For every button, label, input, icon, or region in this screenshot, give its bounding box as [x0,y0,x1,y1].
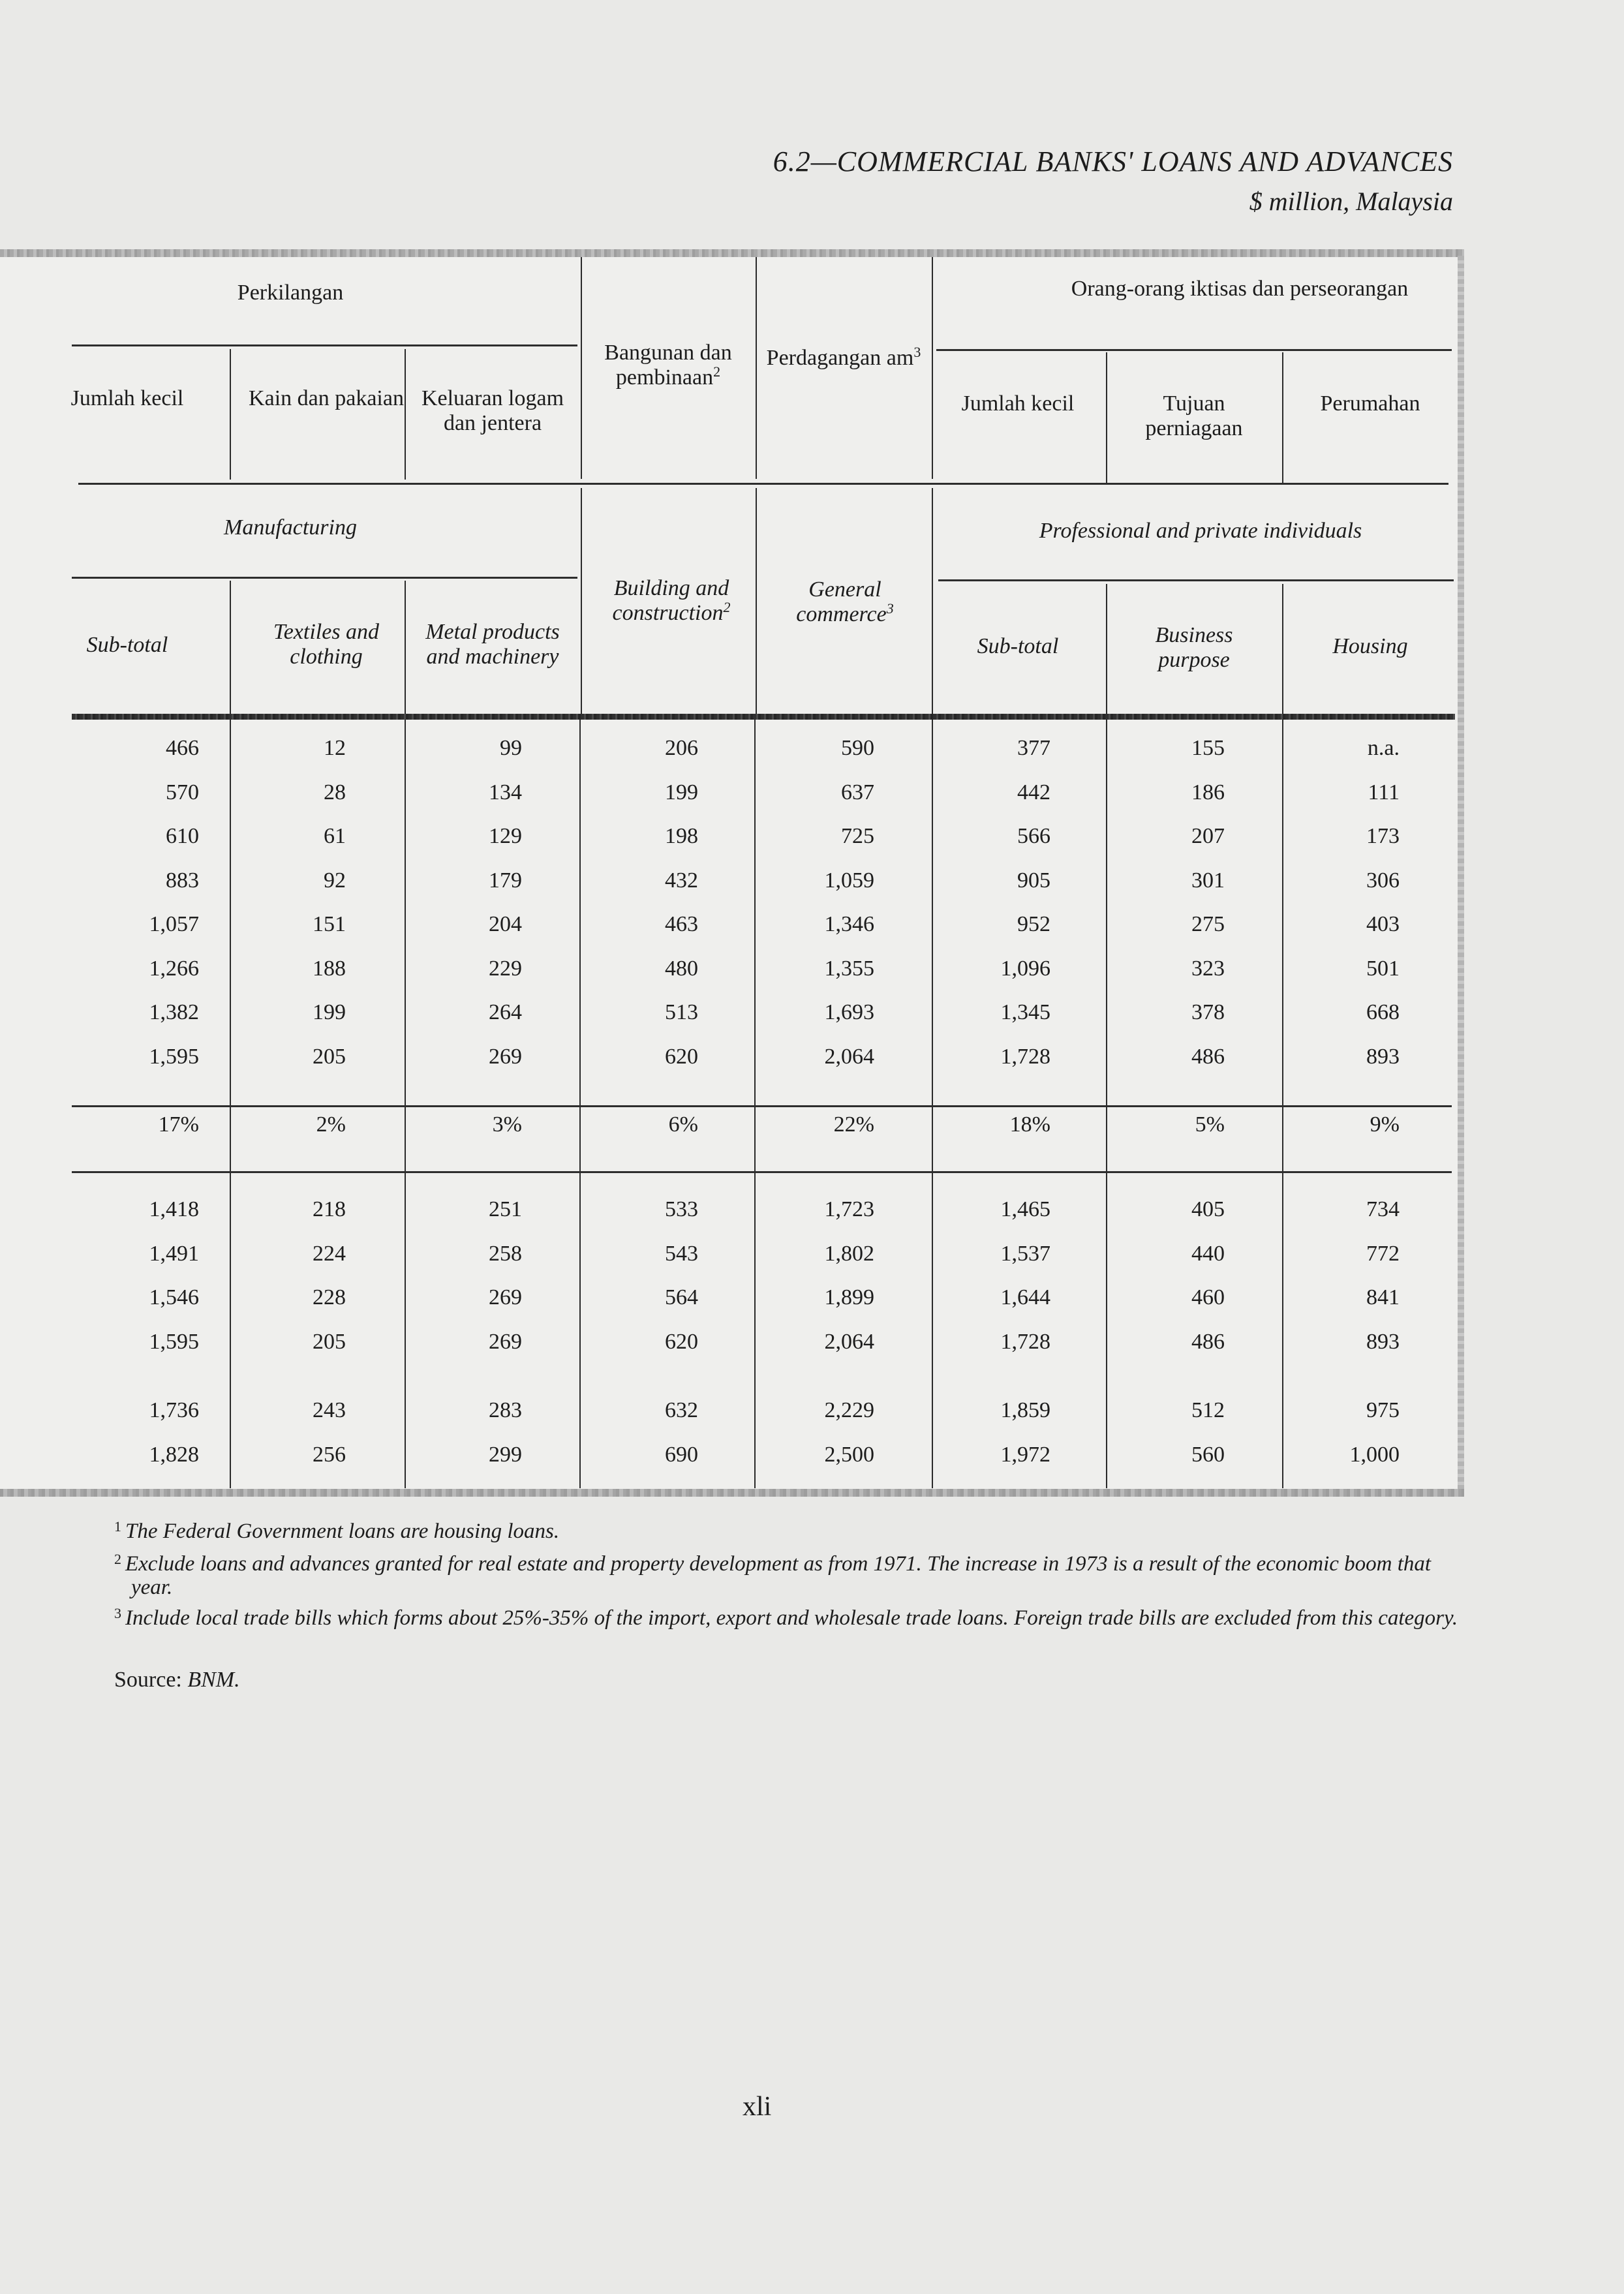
table-cell: 690 [665,1442,698,1467]
table-cell: 512 [1191,1398,1225,1422]
table-cell: 198 [665,824,698,848]
table-cell: 893 [1366,1329,1400,1354]
col-divider [581,488,582,714]
table-cell: 1,382 [149,1000,199,1024]
table-cell: 269 [489,1044,522,1069]
header-sub-total-2: Sub-total [977,634,1059,658]
table-cell: 61 [324,824,346,848]
table-cell: 228 [313,1285,346,1309]
table-frame-right [1458,256,1464,1495]
col-divider [581,257,582,479]
col-divider [1106,352,1107,483]
table-cell: 1,465 [1000,1197,1050,1221]
table-cell: 513 [665,1000,698,1024]
table-cell: 283 [489,1398,522,1422]
table-cell: 1,266 [149,956,199,981]
table-cell: 610 [166,824,199,848]
page-number: xli [743,2092,772,2122]
table-cell: 442 [1017,780,1050,804]
table-cell: 1,859 [1000,1398,1050,1422]
table-cell: 533 [665,1197,698,1221]
footnote-ref: 3 [886,600,894,617]
table-cell: 129 [489,824,522,848]
table-cell: 12 [324,736,346,760]
table-cell: 1,346 [824,912,874,936]
table-cell: 893 [1366,1044,1400,1069]
table-cell: 256 [313,1442,346,1467]
header-metal-products: Metal products and machinery [425,620,560,669]
table-cell: 173 [1366,824,1400,848]
table-cell: 18% [1009,1112,1050,1137]
table-cell: 1,000 [1349,1442,1400,1467]
table-cell: 17% [158,1112,199,1137]
table-cell: 1,096 [1000,956,1050,981]
table-cell: 905 [1017,868,1050,893]
table-cell: 206 [665,736,698,760]
col-divider [405,349,406,480]
table-cell: 486 [1191,1329,1225,1354]
header-textiles: Textiles and clothing [273,620,380,669]
col-divider [230,581,231,714]
table-cell: 463 [665,912,698,936]
table-cell: 299 [489,1442,522,1467]
col-divider [932,257,933,479]
table-cell: 251 [489,1197,522,1221]
col-divider [1106,584,1107,714]
table-cell: 1,491 [149,1241,199,1266]
rule [72,577,577,579]
table-cell: 460 [1191,1285,1225,1309]
table-cell: 486 [1191,1044,1225,1069]
table-cell: 134 [489,780,522,804]
table-cell: 1,418 [149,1197,199,1221]
table-cell: 570 [166,780,199,804]
table-cell: 205 [313,1044,346,1069]
header-sub-total-1: Sub-total [86,633,168,657]
header-perumahan: Perumahan [1320,391,1420,416]
table-cell: 1,644 [1000,1285,1050,1309]
table-subtitle: $ million, Malaysia [1249,187,1453,216]
table-cell: 1,972 [1000,1442,1050,1467]
table-cell: 2,064 [824,1329,874,1354]
table-cell: 2,229 [824,1398,874,1422]
table-cell: 1,736 [149,1398,199,1422]
footnote-3 [114,1602,1469,1630]
table-cell: 590 [841,736,874,760]
table-cell: 975 [1366,1398,1400,1422]
table-cell: 1,728 [1000,1044,1050,1069]
table-cell: 205 [313,1329,346,1354]
header-bangunan-text: Bangunan dan pembinaan [604,341,732,390]
table-cell: n.a. [1367,736,1400,760]
table-cell: 1,723 [824,1197,874,1221]
header-business-purpose: Business purpose [1155,623,1233,672]
header-professional: Professional and private individuals [1039,519,1362,543]
table-cell: 543 [665,1241,698,1266]
table-cell: 204 [489,912,522,936]
table-frame-bottom [0,1489,1464,1497]
header-manufacturing: Manufacturing [224,515,357,540]
table-cell: 564 [665,1285,698,1309]
table-cell: 1,802 [824,1241,874,1266]
footnote-2 [114,1548,1469,1599]
header-building [584,576,759,626]
col-divider [756,488,757,714]
header-jumlah-kecil-1: Jumlah kecil [70,386,184,410]
table-cell: 258 [489,1241,522,1266]
table-cell: 22% [833,1112,874,1137]
rule [72,1105,1452,1107]
header-perkilangan: Perkilangan [237,281,344,305]
table-cell: 620 [665,1329,698,1354]
col-divider [932,488,933,714]
table-cell: 1,537 [1000,1241,1050,1266]
table-cell: 28 [324,780,346,804]
table-cell: 155 [1191,736,1225,760]
table-cell: 269 [489,1329,522,1354]
table-cell: 151 [313,912,346,936]
thick-rule [72,714,1455,720]
table-cell: 323 [1191,956,1225,981]
table-cell: 432 [665,868,698,893]
table-cell: 637 [841,780,874,804]
table-title: 6.2—COMMERCIAL BANKS' LOANS AND ADVANCES [773,145,1453,177]
source-line [114,1668,240,1692]
footnote-text: Include local trade bills which forms about 25%-35% of the import, export and wholesale trade loans. Foreign trade bills are excluded from this category. [125,1606,1458,1630]
table-cell: 466 [166,736,199,760]
table-cell: 772 [1366,1241,1400,1266]
footnote-text: The Federal Government loans are housing loans. [125,1520,560,1543]
source-value: BNM. [187,1668,240,1692]
table-cell: 179 [489,868,522,893]
table-cell: 224 [313,1241,346,1266]
header-kain-dan-pakaian: Kain dan pakaian [249,386,404,410]
header-general-commerce [770,577,920,627]
header-housing: Housing [1332,634,1408,658]
table-frame-top [0,249,1464,257]
table-cell: 378 [1191,1000,1225,1024]
table-cell: 3% [492,1112,522,1137]
table-cell: 480 [665,956,698,981]
footnote-number: 1 [114,1518,121,1535]
header-orang-orang: Orang-orang iktisas dan perseorangan [1071,277,1409,301]
rule [936,349,1452,351]
table-cell: 1,345 [1000,1000,1050,1024]
table-cell: 218 [313,1197,346,1221]
table-cell: 952 [1017,912,1050,936]
rule [78,483,1448,485]
table-cell: 207 [1191,824,1225,848]
table-cell: 1,828 [149,1442,199,1467]
table-cell: 883 [166,868,199,893]
table-cell: 1,595 [149,1329,199,1354]
rule [72,344,577,346]
footnote-ref: 3 [913,344,921,360]
table-cell: 306 [1366,868,1400,893]
table-cell: 1,693 [824,1000,874,1024]
table-cell: 560 [1191,1442,1225,1467]
table-cell: 6% [668,1112,698,1137]
table-cell: 301 [1191,868,1225,893]
table-cell: 111 [1368,780,1400,804]
header-perdagangan [756,346,932,371]
table-cell: 188 [313,956,346,981]
table-cell: 1,059 [824,868,874,893]
table-cell: 620 [665,1044,698,1069]
footnote-ref: 2 [713,363,721,380]
header-bangunan [581,341,756,390]
table-cell: 1,057 [149,912,199,936]
table-cell: 2,500 [824,1442,874,1467]
table-cell: 2,064 [824,1044,874,1069]
table-cell: 668 [1366,1000,1400,1024]
table-cell: 186 [1191,780,1225,804]
table-cell: 1,595 [149,1044,199,1069]
table-cell: 1,546 [149,1285,199,1309]
table-cell: 269 [489,1285,522,1309]
table-cell: 2% [316,1112,346,1137]
table-cell: 9% [1370,1112,1400,1137]
table-cell: 199 [665,780,698,804]
footnote-ref: 2 [723,599,731,615]
table-cell: 501 [1366,956,1400,981]
header-jumlah-kecil-2: Jumlah kecil [961,391,1075,416]
rule [938,579,1454,581]
footnote-number: 2 [114,1551,121,1567]
table-cell: 229 [489,956,522,981]
table-cell: 199 [313,1000,346,1024]
col-divider [230,349,231,480]
table-cell: 734 [1366,1197,1400,1221]
table-cell: 1,728 [1000,1329,1050,1354]
footnote-1 [114,1515,1452,1543]
header-building-text: Building and construction [612,576,729,625]
col-divider [1282,584,1283,714]
source-label: Source: [114,1668,182,1692]
table-cell: 841 [1366,1285,1400,1309]
col-divider [405,581,406,714]
table-cell: 5% [1195,1112,1225,1137]
table-cell: 1,899 [824,1285,874,1309]
table-cell: 725 [841,824,874,848]
table-cell: 275 [1191,912,1225,936]
table-cell: 405 [1191,1197,1225,1221]
col-divider [756,257,757,479]
table-cell: 1,355 [824,956,874,981]
table-cell: 99 [500,736,522,760]
table-cell: 440 [1191,1241,1225,1266]
header-tujuan-perniagaan: Tujuan perniagaan [1145,391,1243,440]
table-cell: 92 [324,868,346,893]
table-cell: 243 [313,1398,346,1422]
header-keluaran-logam: Keluaran logam dan jentera [421,386,564,435]
table-cell: 632 [665,1398,698,1422]
table-cell: 403 [1366,912,1400,936]
col-divider [1282,352,1283,483]
header-commerce-text: General commerce [796,577,887,626]
table-cell: 377 [1017,736,1050,760]
table-cell: 264 [489,1000,522,1024]
rule [72,1171,1452,1173]
footnote-text: Exclude loans and advances granted for real estate and property development as from 1971. The increase in 1973 is a result of the economic boom that year. [125,1552,1432,1599]
header-perdagangan-text: Perdagangan am [766,346,914,370]
footnote-number: 3 [114,1605,121,1621]
table-cell: 566 [1017,824,1050,848]
